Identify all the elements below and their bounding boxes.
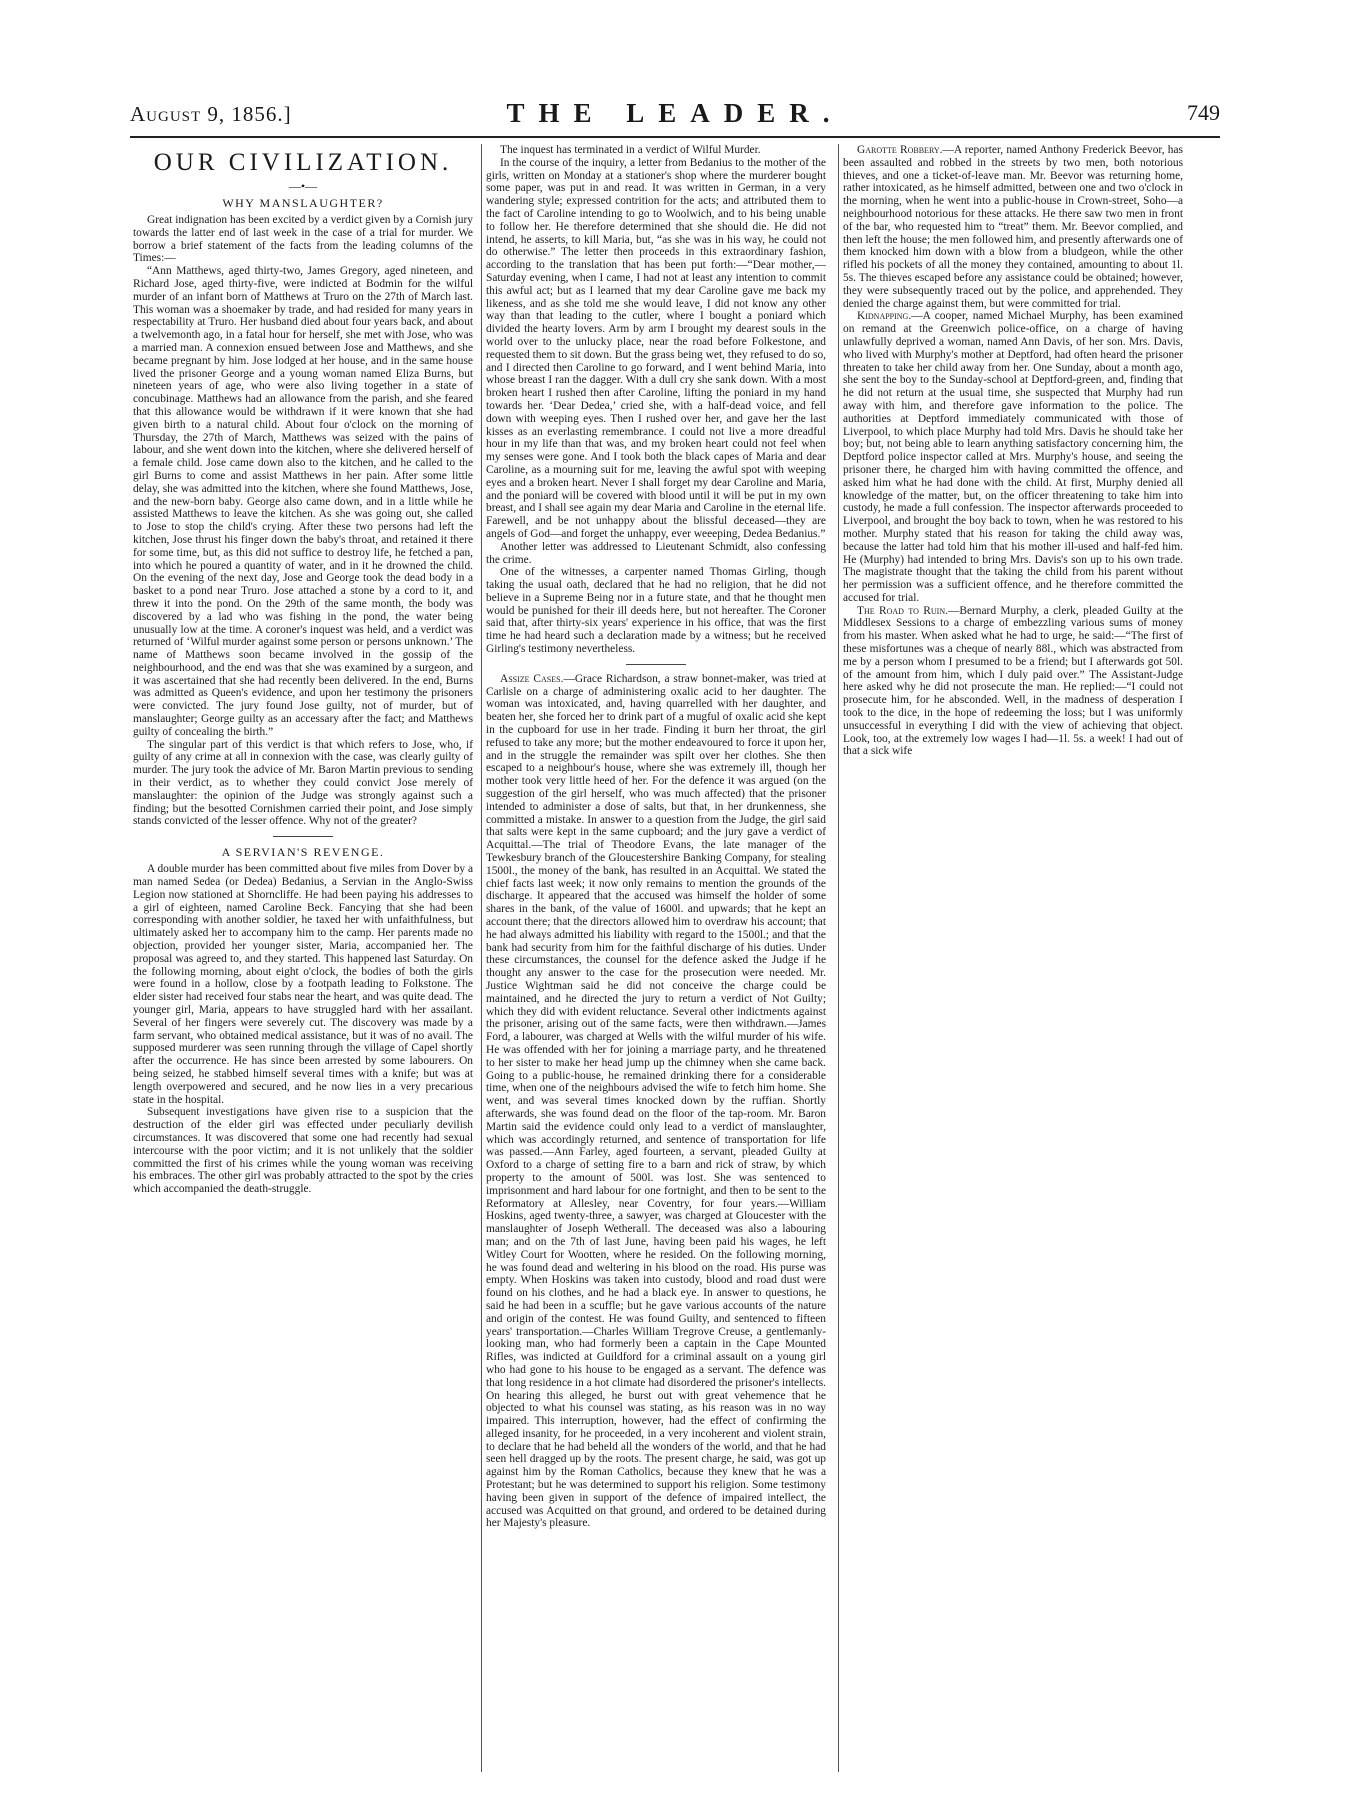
section-heading: OUR CIVILIZATION. <box>153 149 453 176</box>
paragraph-text: —A reporter, named Anthony Frederick Beevor, has been assaulted and robbed in the streets by two men, both notorious thieves, and one a ticket-of-leave man. Mr. Beevor was returning home, rather intoxicated, as he himself admitted, between one and two o'clock in the morning, when he went into a public-house in Crown-street, Soho—a neighbourhood notorious for these attacks. He there saw two men in front of the bar, who requested him to “treat” them. Mr. Beevor complied, and then left the house; the men followed him, and presently afterwards one of them knocked him down with a blow from a bludgeon, while the other rifled his pockets of all the money they contained, amounting to about 1l. 5s. The thieves escaped before any assistance could be obtained; however, they were subsequently traced out by the police, and apprehended. They denied the charge against them, but were committed for trial. <box>843 144 1183 310</box>
paragraph: Great indignation has been excited by a verdict given by a Cornish jury towards the latter end of last week in the case of a trial for murder. We borrow a brief statement of the facts from the leading columns of the Times:— <box>133 214 473 265</box>
article-title: A SERVIAN'S REVENGE. <box>221 845 385 860</box>
column-divider <box>481 144 482 1772</box>
masthead <box>130 94 1220 140</box>
column-1 <box>133 144 473 1776</box>
paragraph-text: —A cooper, named Michael Murphy, has been examined on remand at the Greenwich police-office, on a charge of having unlawfully deprived a woman, named Ann Davis, of her son. Mrs. Davis, who lived with Murphy's mother at Deptford, had often heard the prisoner threaten to take her child away from her. One Sunday, about a month ago, she sent the boy to the Sunday-school at Deptford-green, and, finding that he did not return at the usual time, she suspected that Murphy had run away with him, and therefore gave information to the police. The authorities at Deptford immediately communicated with those of Liverpool, to which place Murphy had told Mrs. Davis he should take her boy; but, not being able to learn anything satisfactory concerning him, the Deptford police inspector called at Mrs. Murphy's house, and seeing the prisoner there, he charged him with having committed the offence, and asked him what he had done with the child. At first, Murphy denied all knowledge of the matter, but, on the officer threatening to take him into custody, he made a full confession. The inspector afterwards proceeded to Liverpool, and brought the boy back to town, when he was restored to his mother. Murphy stated that his reason for taking the child away was, because the latter had told him that his mother ill-used and half-fed him. He (Murphy) had intended to bring Mrs. Davis's son up to his own trade. The magistrate thought that the taking the child from his parent without her permission was a sufficient offence, and he therefore committed the accused for trial. <box>843 310 1183 604</box>
paragraph-kidnapping <box>843 310 1183 604</box>
article-title: WHY MANSLAUGHTER? <box>222 196 384 210</box>
paragraph: A double murder has been committed about five miles from Dover by a man named Sedea (or Dedea) Bedanius, a Servian in the Anglo-Swiss Legion now stationed at Shorncliffe. He had been paying his addresses to a girl of eighteen, named Caroline Beck. Fancying that she had been corresponding with another soldier, he taxed her with unfaithfulness, but ultimately asked her to accompany him to the camp. Her parents made no objection, provided her younger sister, Maria, accompanied her. The proposal was agreed to, and they started. This happened last Saturday. On the following morning, about eight o'clock, the bodies of both the girls were found in a hollow, close by a footpath leading to Folkstone. The elder sister had received four stabs near the heart, and was quite dead. The younger girl, Maria, appears to have struggled hard with her assailant. Several of her fingers were severely cut. The discovery was made by a farm servant, who obtained medical assistance, but it was of no avail. The supposed murderer was seen running through the village of Capel shortly after the occurrence. He has since been arrested by some labourers. On being seized, he stabbed himself several times with a knife; but was at length overpowered and secured, and he now lies in a very precarious state in the hospital. <box>133 863 473 1106</box>
paragraph-lead: Garotte Robbery. <box>857 144 943 156</box>
paragraph-road-to-ruin <box>843 605 1183 759</box>
paragraph-lead: Assize Cases. <box>500 672 564 685</box>
paragraph: Subsequent investigations have given rise to a suspicion that the destruction of the elder girl was effected under peculiarly devilish circumstances. It was discovered that some one had recently had sexual intercourse with the poor victim; and it is not unlikely that the soldier committed the first of his crimes while the young woman was receiving his embraces. The other girl was probably attracted to the spot by the cries which accompanied the death-struggle. <box>133 1106 473 1196</box>
paragraph: One of the witnesses, a carpenter named Thomas Girling, though taking the usual oath, declared that he had no religion, that he did not believe in a Supreme Being nor in a future state, and that he thought men would be punished for their ill deeds here, but not hereafter. The Coroner said that, after thirty-six years' experience in his office, that was the first time he had heard such a declaration made by a witness; but he received Girling's testimony nevertheless. <box>486 566 826 656</box>
paragraph: The singular part of this verdict is that which refers to Jose, who, if guilty of any crime at all in connexion with the case, was clearly guilty of murder. The jury took the advice of Mr. Baron Martin previous to sending in their verdict, as to whether they could convict Jose merely of manslaughter: the opinion of the Judge was strongly against such a finding; but the besotted Cornishmen carried their point, and Jose simply stands convicted of the lesser offence. Why not of the greater? <box>133 738 473 828</box>
paragraph: Another letter was addressed to Lieutenant Schmidt, also confessing the crime. <box>486 540 826 566</box>
column-3 <box>843 144 1183 1776</box>
issue-date: August 9, 1856.] <box>130 102 292 126</box>
ornament: —•— <box>288 179 318 193</box>
paragraph: In the course of the inquiry, a letter from Bedanius to the mother of the girls, written on Monday at a stationer's shop where the murderer bought some paper, was put in and read. It was written in German, in a very wandering style; expressed contrition for the acts; and attributed them to the fact of Caroline intending to go to Woolwich, and to his being unable to follow her. He therefore determined that she should die. He did not intend, he asserts, to kill Maria, but, “as she was in his way, he could not do otherwise.” The letter then proceeds in this extraordinary fashion, according to the translation that has been put forth:—“Dear mother,—Saturday evening, when I came, I had not at least any intention to commit this awful act; but as I learned that my dear Caroline gave me back my likeness, and as she told me she would leave, I did not know any other way than that leading to the cutler, where I bought a poniard which divided the hearty lovers. Arm by arm I brought my dearest souls in the world over to the unlucky place, near the road before Folkestone, and requested them to sit down. But the grass being wet, they refused to do so, and I directed then Caroline to go forward, and I went behind Maria, into whose breast I ran the dagger. With a dull cry she sank down. With a most broken heart I rushed then after Caroline, lifting the poniard in my hand towards her. ‘Dear Dedea,’ cried she, with a half-dead voice, and fell down with weeping eyes. Then I rushed over her, and gave her the last kisses as an everlasting remembrance. I could not live a more dreadful hour in my life than that was, and my broken heart could not feel when my senses were gone. And I took both the black capes of Maria and dear Caroline, as a mourning suit for me, leaving the awful spot with weeping eyes and a broken heart. Never I shall forget my dear Caroline and Maria, and the poniard will be covered with blood until it will be put in my own breast, and I shall see again my dear Maria and Caroline in the eternal life. Farewell, and be not unhappy about the blissful deceased—they are angels of God—and forget the unhappy, ever weeeping, Dedea Bedanius.” <box>486 156 826 540</box>
column-2 <box>486 144 826 1776</box>
newspaper-title: THE LEADER. <box>506 98 844 128</box>
paragraph-text: —Grace Richardson, a straw bonnet-maker, was tried at Carlisle on a charge of administering oxalic acid to her daughter. The woman was intoxicated, and, having quarrelled with her daughter, and beaten her, she forced her to drink part of a mugful of oxalic acid she kept in the cupboard for use in her trade. Finding it burn her throat, the girl refused to take any more; but the mother endeavoured to force it upon her, and in the struggle the remainder was spilt over her clothes. She then escaped to a neighbour's house, where she was extremely ill, though her mother took very little heed of her. For the defence it was argued (on the suggestion of the girl herself, who was much affected) that the prisoner intended to administer a dose of salts, but that, in her drunkenness, she committed a mistake. In answer to a question from the Judge, the girl said that salts were kept in the same cupboard; and the jury gave a verdict of Acquittal.—The trial of Theodore Evans, the late manager of the Tewkesbury branch of the Gloucestershire Banking Company, for stealing 1500l., the money of the bank, has resulted in an Acquittal. We stated the chief facts last week; it now only remains to mention the grounds of the discharge. It appeared that the accused was himself the holder of some shares in the bank, of the value of 1600l. and upwards; that he kept an account there; that the directors allowed him to overdraw his account; that he had always admitted his liability with regard to the 1500l.; and that the bank had security from him for the faithful discharge of his duties. Under these circumstances, the counsel for the defence asked the Judge if he thought any answer to the case for the prosecution were needed. Mr. Justice Wightman said he did not conceive the charge could be maintained, and he directed the jury to return a verdict of Not Guilty; which they did with evident reluctance. Several other indictments against the prisoner, arising out of the same facts, were then withdrawn.—James Ford, a labourer, was charged at Wells with the wilful murder of his wife. He was offended with her for joining a marriage party, and he threatened to her sister to make her head jump up the chimney when she came back. Going to a public-house, he remained drinking there for a considerable time, when one of the neighbours advised the wife to fetch him home. She went, and was several times knocked down by the ruffian. Shortly afterwards, she was found dead on the floor of the tap-room. Mr. Baron Martin said the evidence could only lead to a verdict of manslaughter, which was accordingly returned, and sentence of transportation for life was passed.—Ann Farley, aged fourteen, a servant, pleaded Guilty at Oxford to a charge of setting fire to a barn and rick of straw, by which property to the amount of 500l. was lost. She was sentenced to imprisonment and hard labour for one fortnight, and then to be sent to the Reformatory at Allesley, near Coventry, for four years.—William Hoskins, aged twenty-three, a sawyer, was charged at Gloucester with the manslaughter of Joseph Wetherall. The deceased was also a labouring man; and on the 7th of last June, having been paid his wages, he left Witley Court for Wootten, where he resided. On the following morning, he was found dead and weltering in his blood on the road. His purse was empty. When Hoskins was taken into custody, blood and road dust were found on his clothes, and he had a black eye. In answer to questions, he said he had been in a scuffle; but he gave various accounts of the nature and origin of the contest. He was found Guilty, and sentenced to fifteen years' transportation.—Charles William Tregrove Creuse, a gentlemanly-looking man, who had formerly been a captain in the Cape Mounted Rifles, was indicted at Guildford for a criminal assault on a young girl who had gone to his house to be engaged as a servant. The defence was that long residence in a hot climate had disordered the prisoner's intellects. On hearing this alleged, he burst out with great vehemence that he objected to what his counsel was stating, as his reason was in no way impaired. This interruption, however, had the effect of confirming the alleged insanity, for he proceeded, in a very incoherent and violent strain, to declare that he had beheld all the wonders of the world, and that he had seen hell dragged up by the roots. The present charge, he said, was got up against him by the Roman Catholics, because they knew that he was a Protestant; but he was determined to support his religion. Some testimony having been given in support of the defence of impaired intellect, the accused was Acquitted on that ground, and ordered to be detained during her Majesty's pleasure. <box>486 672 826 1530</box>
paragraph: The inquest has terminated in a verdict of Wilful Murder. <box>500 144 761 156</box>
paragraph: “Ann Matthews, aged thirty-two, James Gregory, aged nineteen, and Richard Jose, aged thirty-five, were indicted at Bodmin for the wilful murder of an infant born of Matthews at Truro on the 27th of March last. This woman was a shoemaker by trade, and had resided for many years in respectability at Truro. Her husband died about four years back, and about a twelvemonth ago, in a fatal hour for herself, she met with Jose, who was a married man. A connexion ensued between Jose and Matthews, and she became pregnant by him. Jose lodged at her house, and in the same house lived the prisoner George and a young woman named Eliza Burns, but nineteen years of age, who were also living together in a state of concubinage. Matthews had an allowance from the parish, and she feared that this allowance would be withdrawn if it were known that she had given birth to a natural child. About four o'clock on the morning of Thursday, the 27th of March, Matthews was seized with the pains of labour, and she went down into the kitchen, where she delivered herself of a female child. Jose came down also to the kitchen, and he called to the girl Burns to come and assist Matthews in her pain. After some little delay, she was admitted into the kitchen, where she found Matthews, Jose, and the new-born baby. George also came down, and in a little while he assisted Matthews to leave the kitchen. As she was going out, she called to Jose to stop the child's crying. After these two persons had left the kitchen, Jose thrust his finger down the baby's throat, and retained it there for some time, but, as this did not suffice to destroy life, he fetched a pan, into which he poured a quantity of water, and in it he drowned the child. On the evening of the next day, Jose and George took the dead body in a basket to a pond near Truro. Jose attached a stone by a cord to it, and threw it into the pond. On the 29th of the same month, the body was discovered by a lad who was fishing in the pond, the water being unusually low at the time. A coroner's inquest was held, and a verdict was returned of ‘Wilful murder against some person or persons unknown.’ The name of Matthews soon became involved in the gossip of the neighbourhood, and the end was that she was examined by a surgeon, and it was ascertained that she had recently been delivered. In the end, Burns was admitted as Queen's evidence, and upon her testimony the prisoners were convicted. The jury found Jose guilty, not of murder, but of manslaughter; George guilty as an accessary after the fact; and Matthews guilty of concealing the birth.” <box>133 265 473 738</box>
article-divider <box>273 836 333 837</box>
paragraph-garotte-robbery <box>843 144 1183 310</box>
paragraph-lead: The Road to Ruin. <box>857 604 948 617</box>
paragraph-assize-cases <box>486 673 826 1530</box>
paragraph-lead: Kidnapping. <box>857 310 912 323</box>
page-number: 749 <box>1187 100 1220 125</box>
masthead-rule <box>130 136 1220 138</box>
column-divider <box>838 144 839 1772</box>
article-divider <box>626 664 686 665</box>
paragraph-text: —Bernard Murphy, a clerk, pleaded Guilty at the Middlesex Sessions to a charge of embezzling various sums of money from his master. When asked what he had to urge, he said:—“The first of these misfortunes was a cheque of nearly 88l., which was abstracted from me by a person whom I presumed to be a friend; but I afterwards got 50l. of the amount from him, which I duly paid over.” The Assistant-Judge here asked why he did not prosecute the man. He replied:—“I could not prosecute him, for he absconded. Well, in the madness of desperation I took to the dice, in the hope of redeeming the loss; but I was uniformly unsuccessful in everything I did with the view of achieving that object. Look, too, at the extremely low wages I had—1l. 5s. a week! I had out of that a sick wife <box>843 604 1183 758</box>
